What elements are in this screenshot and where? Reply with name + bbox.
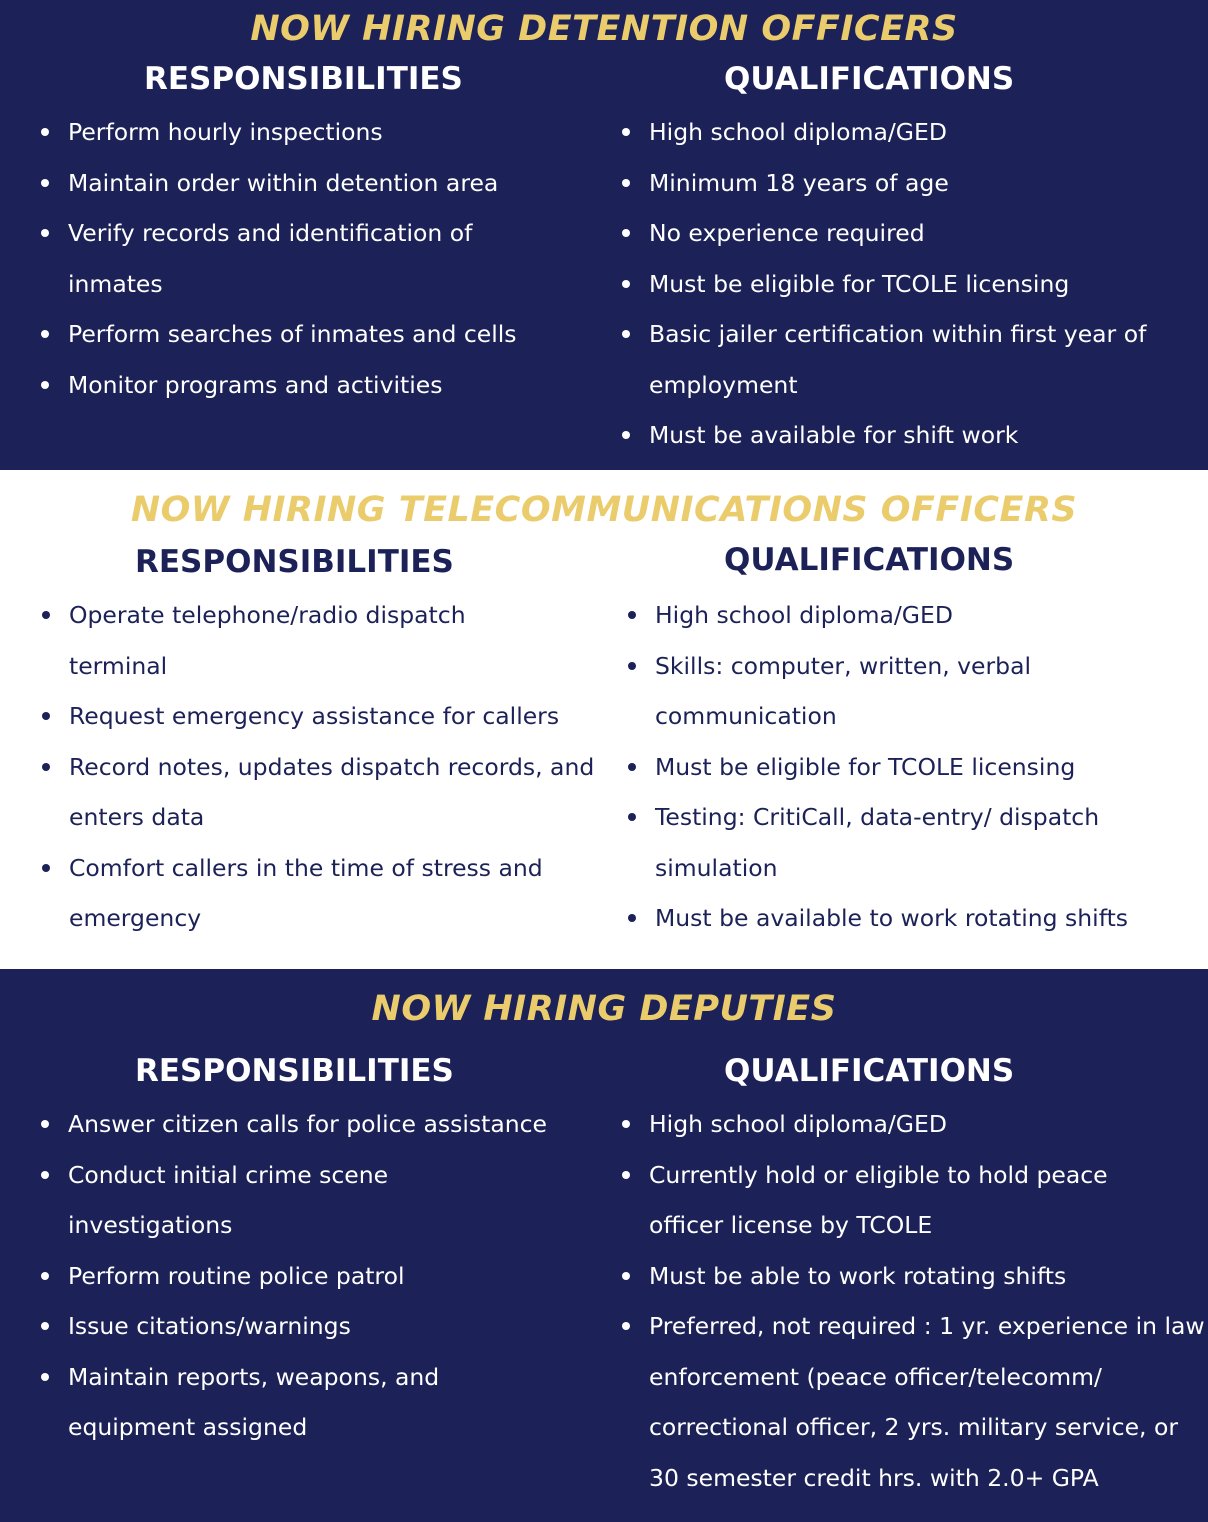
list-item: Must be eligible for TCOLE licensing (621, 259, 1201, 310)
list-item: Comfort callers in the time of stress and emergency (41, 843, 609, 944)
deputies-section-title: NOW HIRING DEPUTIES (371, 989, 837, 1029)
detention-qualifications-list (621, 107, 1201, 461)
list-item: Minimum 18 years of age (621, 158, 1201, 209)
deputies-responsibilities-list (40, 1099, 605, 1453)
list-item: Perform routine police patrol (40, 1251, 605, 1302)
list-item: Answer citizen calls for police assistance (40, 1099, 605, 1150)
list-item: Currently hold or eligible to hold peace officer license by TCOLE (621, 1150, 1169, 1251)
list-item: Perform searches of inmates and cells (40, 309, 600, 360)
detention-section-title: NOW HIRING DETENTION OFFICERS (250, 9, 958, 49)
list-item: Skills: computer, written, verbal communication (627, 641, 1075, 742)
list-item: Must be available to work rotating shifts (627, 893, 1202, 944)
telecom-responsibilities-list (41, 590, 621, 944)
list-item: Monitor programs and activities (40, 360, 600, 411)
telecommunications-officers-section (0, 470, 1208, 969)
list-item: Basic jailer certification within first year of employment (621, 309, 1201, 410)
list-item: High school diploma/GED (621, 1099, 1205, 1150)
list-item: Record notes, updates dispatch records, and enters data (41, 742, 609, 843)
telecom-section-title: NOW HIRING TELECOMMUNICATIONS OFFICERS (130, 490, 1078, 530)
list-item: Request emergency assistance for callers (41, 691, 621, 742)
list-item: Must be eligible for TCOLE licensing (627, 742, 1202, 793)
list-item: Perform hourly inspections (40, 107, 600, 158)
telecom-qualifications-list (627, 590, 1202, 944)
list-item: Must be able to work rotating shifts (621, 1251, 1205, 1302)
list-item: Preferred, not required : 1 yr. experience in law enforcement (peace officer/telecomm/ correctional officer, 2 yrs. military service, or 30 semester credit hrs. with 2.0+ GPA (621, 1301, 1205, 1503)
list-item: Maintain reports, weapons, and equipment assigned (40, 1352, 508, 1453)
list-item: Maintain order within detention area (40, 158, 600, 209)
list-item: Testing: CritiCall, data-entry/ dispatch simulation (627, 792, 1155, 893)
list-item: No experience required (621, 208, 1201, 259)
deputies-qualifications-heading: QUALIFICATIONS (724, 1053, 1015, 1089)
list-item: Conduct initial crime scene investigations (40, 1150, 488, 1251)
list-item: High school diploma/GED (627, 590, 1202, 641)
list-item: High school diploma/GED (621, 107, 1201, 158)
detention-responsibilities-list (40, 107, 600, 410)
deputies-qualifications-list (621, 1099, 1205, 1503)
detention-qualifications-heading: QUALIFICATIONS (724, 61, 1015, 97)
list-item: Must be available for shift work (621, 410, 1201, 461)
detention-officers-section (0, 0, 1208, 470)
telecom-responsibilities-heading: RESPONSIBILITIES (135, 544, 454, 580)
deputies-section (0, 969, 1208, 1522)
telecom-qualifications-heading: QUALIFICATIONS (724, 542, 1015, 578)
detention-responsibilities-heading: RESPONSIBILITIES (144, 61, 463, 97)
deputies-responsibilities-heading: RESPONSIBILITIES (135, 1053, 454, 1089)
list-item: Issue citations/warnings (40, 1301, 605, 1352)
list-item: Verify records and identification of inmates (40, 208, 528, 309)
list-item: Operate telephone/radio dispatch terminal (41, 590, 539, 691)
